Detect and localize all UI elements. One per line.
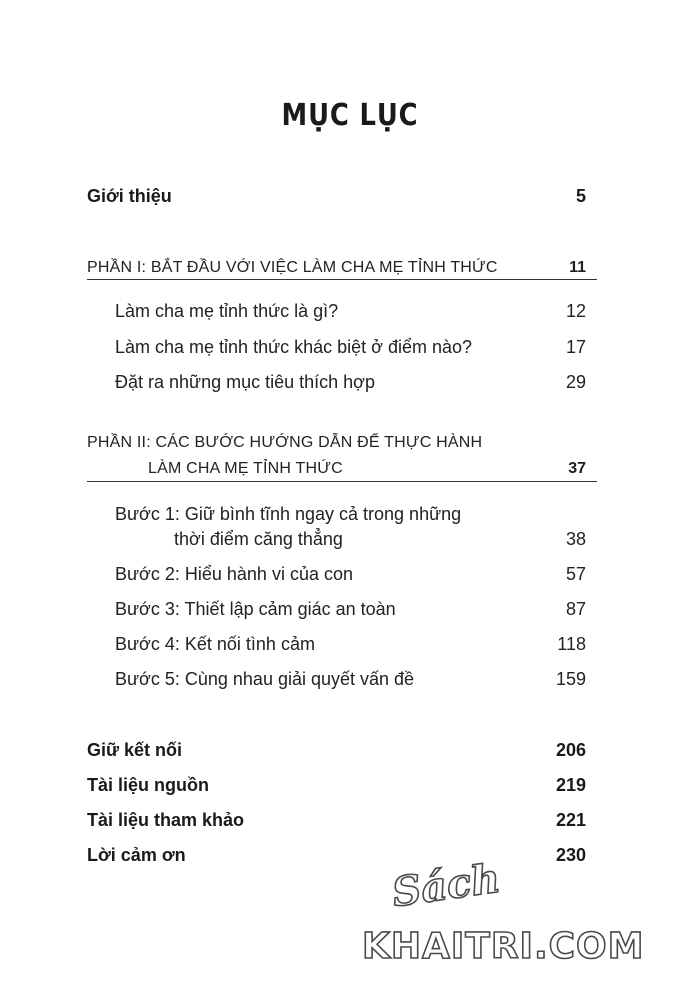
logo-main-text: KHAITRI.COM: [362, 926, 645, 967]
toc-entry-label: Tài liệu tham khảo: [87, 810, 245, 830]
toc-entry-page: 12: [565, 301, 586, 321]
toc-entry-step-2[interactable]: [87, 564, 586, 592]
toc-entry-label: Làm cha mẹ tỉnh thức là gì?: [115, 301, 339, 321]
toc-entry-label: Bước 4: Kết nối tình cảm: [115, 634, 315, 654]
toc-entry-part1-3[interactable]: [87, 372, 586, 400]
toc-entry-page: 118: [557, 634, 586, 654]
toc-part-2-heading-line2[interactable]: [87, 460, 595, 488]
toc-entry-page: 87: [565, 599, 586, 619]
toc-entry-label: Giới thiệu: [87, 186, 172, 206]
toc-part-page: 11: [569, 259, 586, 276]
toc-entry-step-1-line2[interactable]: [87, 529, 586, 557]
toc-entry-intro[interactable]: [87, 186, 586, 214]
toc-entry-label: Giữ kết nối: [87, 740, 183, 760]
page-title: MỤC LỤC: [281, 98, 419, 133]
toc-entry-sources[interactable]: [87, 775, 586, 803]
toc-entry-step-4[interactable]: [87, 634, 586, 662]
toc-entry-page: 206: [555, 740, 586, 760]
toc-part-label: PHẦN I: BẮT ĐẦU VỚI VIỆC LÀM CHA MẸ TỈNH THỨC: [87, 259, 498, 276]
toc-entry-stay-connected[interactable]: [87, 740, 586, 768]
toc-part-1-heading[interactable]: [87, 259, 595, 287]
toc-entry-label: Tài liệu nguồn: [87, 775, 209, 795]
toc-entry-label: Lời cảm ơn: [87, 845, 186, 865]
toc-entry-label: Bước 1: Giữ bình tĩnh ngay cả trong những: [115, 504, 462, 524]
toc-entry-page: 57: [565, 564, 586, 584]
toc-entry-references[interactable]: [87, 810, 586, 838]
toc-entry-page: 219: [555, 775, 586, 795]
toc-entry-page: 230: [555, 845, 586, 865]
toc-entry-step-3[interactable]: [87, 599, 586, 627]
toc-part-label-continued: LÀM CHA MẸ TỈNH THỨC: [148, 460, 343, 477]
logo-script-text: Sách: [389, 854, 503, 917]
toc-entry-label: Bước 5: Cùng nhau giải quyết vấn đề: [115, 669, 415, 689]
toc-part-page: 37: [568, 460, 586, 477]
toc-entry-part1-2[interactable]: [87, 337, 586, 365]
toc-entry-label-continued: thời điểm căng thẳng: [174, 529, 343, 549]
toc-entry-label: Làm cha mẹ tỉnh thức khác biệt ở điểm nào?: [115, 337, 473, 357]
toc-entry-step-5[interactable]: [87, 669, 586, 697]
toc-entry-page: 17: [565, 337, 586, 357]
toc-entry-label: Bước 2: Hiểu hành vi của con: [115, 564, 353, 584]
toc-part-label: PHẦN II: CÁC BƯỚC HƯỚNG DẪN ĐỂ THỰC HÀNH: [87, 434, 483, 451]
toc-entry-page: 159: [555, 669, 586, 689]
toc-part-2-heading-line1[interactable]: [87, 434, 595, 462]
toc-entry-page: 29: [565, 372, 586, 392]
part-2-divider: [87, 481, 597, 482]
toc-entry-page: 221: [555, 810, 586, 830]
toc-entry-step-1-line1[interactable]: [87, 504, 586, 532]
toc-entry-label: Bước 3: Thiết lập cảm giác an toàn: [115, 599, 396, 619]
toc-entry-label: Đặt ra những mục tiêu thích hợp: [115, 372, 375, 392]
toc-entry-page: 5: [575, 186, 586, 206]
toc-entry-page: 38: [565, 529, 586, 549]
toc-entry-part1-1[interactable]: [87, 301, 586, 329]
part-1-divider: [87, 279, 597, 280]
